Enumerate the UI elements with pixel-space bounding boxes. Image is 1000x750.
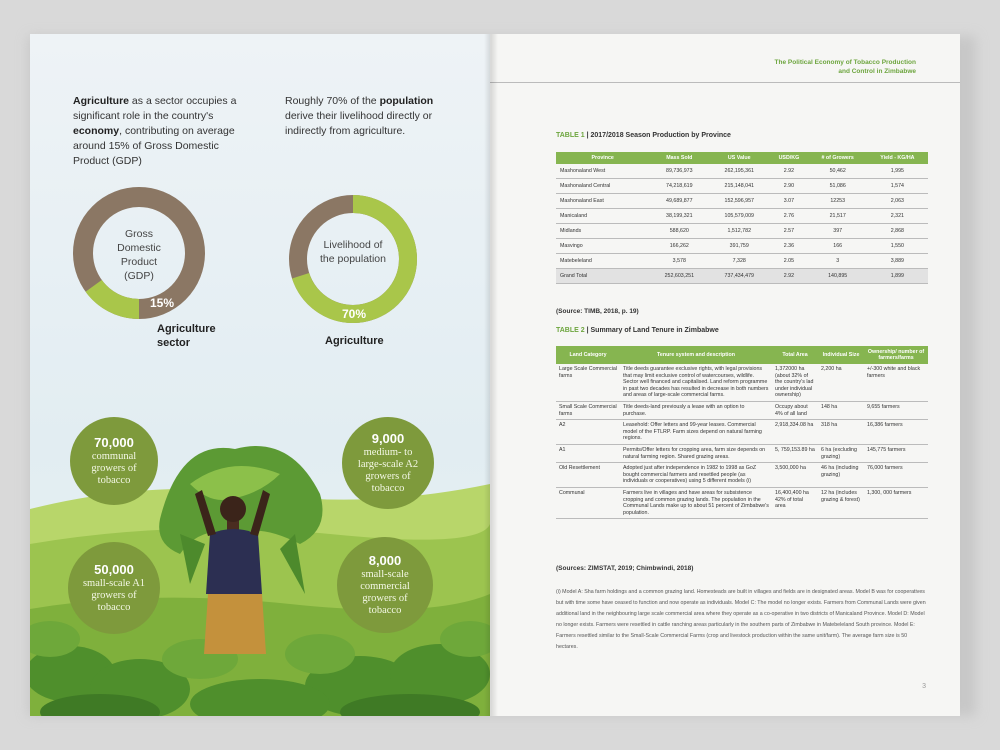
table-cell: 2.90: [769, 179, 808, 194]
table-cell: 140,895: [809, 269, 867, 284]
running-header: The Political Economy of Tobacco Production and Control in Zimbabwe: [774, 59, 916, 75]
land-tenure-table: [556, 346, 928, 519]
table-cell: Permits/Offer letters for cropping area, farm size depends on natural farming region. Shared grazing areas.: [620, 444, 772, 462]
table-cell: 7,328: [709, 254, 769, 269]
table-cell: 1,550: [867, 239, 928, 254]
table-cell: A1: [556, 444, 620, 462]
table-cell: 51,086: [809, 179, 867, 194]
livelihood-agriculture-label: Agriculture: [325, 335, 384, 347]
table-cell: Mashonaland Central: [556, 179, 649, 194]
table-cell: 3,500,000 ha: [772, 463, 818, 488]
table-row: [556, 179, 928, 194]
table-cell: 166,262: [649, 239, 709, 254]
table-cell: 1,300, 000 farmers: [864, 487, 928, 518]
table-cell: Matebeleland: [556, 254, 649, 269]
table-row: [556, 194, 928, 209]
table1-header: Yield - KG/HA: [867, 152, 928, 164]
table-cell: 2.57: [769, 224, 808, 239]
table-row: [556, 209, 928, 224]
table-cell: 3.07: [769, 194, 808, 209]
right-page: [490, 34, 960, 716]
table-cell: A2: [556, 420, 620, 445]
table-cell: 3: [809, 254, 867, 269]
table-cell: Grand Total: [556, 269, 649, 284]
livelihood-donut-center-label: Livelihood of the population: [320, 239, 386, 265]
table-cell: 215,148,041: [709, 179, 769, 194]
gdp-donut-center-label: Gross Domestic Product (GDP): [117, 228, 161, 282]
table2-header: Tenure system and description: [620, 346, 772, 364]
table-cell: 105,579,009: [709, 209, 769, 224]
table-row: [556, 239, 928, 254]
table-cell: 2.36: [769, 239, 808, 254]
table-cell: Large Scale Commercial farms: [556, 364, 620, 401]
table-row: [556, 254, 928, 269]
table-cell: 2,868: [867, 224, 928, 239]
table-cell: 252,603,251: [649, 269, 709, 284]
table-cell: Leasehold: Offer letters and 99-year leases. Commercial model of the FTLRP. Farm sizes depend on natural farming regions.: [620, 420, 772, 445]
gdp-agriculture-label: Agriculture sector: [157, 323, 216, 349]
table-cell: 588,620: [649, 224, 709, 239]
table-cell: 145,775 farmers: [864, 444, 928, 462]
table1-header: Mass Sold: [649, 152, 709, 164]
table1-caption: TABLE 1 | 2017/2018 Season Production by Province: [556, 132, 731, 139]
table-cell: 16,386 farmers: [864, 420, 928, 445]
gdp-agriculture-percent: 15%: [150, 296, 175, 310]
table-cell: Masvingo: [556, 239, 649, 254]
table-cell: 21,517: [809, 209, 867, 224]
table-cell: 16,400,400 ha 42% of total area: [772, 487, 818, 518]
table-cell: 737,434,479: [709, 269, 769, 284]
stat-small-scale-commercial-growers: 8,000 small-scale commercial growers of tobacco: [337, 537, 433, 633]
table1-header: USD/KG: [769, 152, 808, 164]
table-cell: 12253: [809, 194, 867, 209]
table-row: [556, 401, 928, 419]
table1-header: Province: [556, 152, 649, 164]
table-cell: 2,200 ha: [818, 364, 864, 401]
livelihood-agriculture-percent: 70%: [342, 307, 367, 321]
table-cell: 1,899: [867, 269, 928, 284]
table-cell: 152,596,957: [709, 194, 769, 209]
table2-header: Total Area: [772, 346, 818, 364]
table-cell: 166: [809, 239, 867, 254]
intro-population-text: Roughly 70% of the population derive their livelihood directly or indirectly from agriculture.: [285, 95, 434, 137]
table-cell: Mashonaland West: [556, 164, 649, 179]
table-cell: 2,063: [867, 194, 928, 209]
table-row: [556, 420, 928, 445]
table-cell: Title deeds guarantee exclusive rights, with legal provisions that may limit exclusive control of watercourses, wildlife. Sector well financed and capitalised. Land reform programme in past two decades has resulted in decrease in both numbers and areas of large-scale commercial farms.: [620, 364, 772, 401]
table-cell: 12 ha (includes grazing & forest): [818, 487, 864, 518]
table2-header: Ownership/ number of farmers/farms: [864, 346, 928, 364]
table-cell: 5, 759,153.89 ha: [772, 444, 818, 462]
stat-a2-growers: 9,000 medium- to large-scale A2 growers of tobacco: [342, 417, 434, 509]
table-cell: Manicaland: [556, 209, 649, 224]
table-cell: 50,462: [809, 164, 867, 179]
table-cell: 46 ha (including grazing): [818, 463, 864, 488]
table-cell: 9,655 farmers: [864, 401, 928, 419]
table2-header: Individual Size: [818, 346, 864, 364]
table-cell: 318 ha: [818, 420, 864, 445]
table-cell: 397: [809, 224, 867, 239]
table-cell: Old Resettlement: [556, 463, 620, 488]
table-cell: Mashonaland East: [556, 194, 649, 209]
table2-caption: TABLE 2 | Summary of Land Tenure in Zimbabwe: [556, 327, 719, 334]
table-row: [556, 487, 928, 518]
table-cell: 2.05: [769, 254, 808, 269]
table-total-row: [556, 269, 928, 284]
table-cell: 38,199,321: [649, 209, 709, 224]
table1-header: # of Growers: [809, 152, 867, 164]
table-cell: Occupy about 4% of all land: [772, 401, 818, 419]
table-cell: Small Scale Commercial farms: [556, 401, 620, 419]
table-row: [556, 164, 928, 179]
table-cell: 2,321: [867, 209, 928, 224]
table-cell: 6 ha (excluding grazing): [818, 444, 864, 462]
table-cell: Communal: [556, 487, 620, 518]
book-spine: [484, 34, 498, 716]
table-cell: 89,736,973: [649, 164, 709, 179]
table-cell: +/-300 white and black farmers: [864, 364, 928, 401]
table2-header: Land Category: [556, 346, 620, 364]
table-row: [556, 463, 928, 488]
table-row: [556, 444, 928, 462]
table-cell: 2,918,334.08 ha: [772, 420, 818, 445]
table-cell: 1,372000 ha (about 32% of the country's lad under individual ownership): [772, 364, 818, 401]
table-cell: 3,889: [867, 254, 928, 269]
table-cell: Midlands: [556, 224, 649, 239]
stat-communal-growers: 70,000 communal growers of tobacco: [70, 417, 158, 505]
table-cell: 2.92: [769, 269, 808, 284]
table-cell: 74,218,619: [649, 179, 709, 194]
table-cell: 1,574: [867, 179, 928, 194]
table-cell: 1,995: [867, 164, 928, 179]
intro-agriculture-text: Agriculture as a sector occupies a significant role in the country's economy, contributing on average around 15% of Gross Domestic Product (GDP): [73, 95, 237, 167]
table-cell: 262,195,361: [709, 164, 769, 179]
stat-a1-growers: 50,000 small-scale A1 growers of tobacco: [68, 542, 160, 634]
footnote-models: (i) Model A: Sha farm holdings and a common grazing land. Homesteads are built in villages and fields are in designated areas. Model B was for cooperatives but with time some have ceased to function and now operate as individuals. Model C: The model no longer exists. Farmers from Communal Lands were given additional land in the neighbouring large scale commercial area where they operate as a co-operative in two districts of Manicaland Province. Model D: Model no longer exists. Farmers were resettled in cattle ranching areas particularly in the southern parts of Zimbabwe in Matebeleland South province. Model E: Farmers resettled similar to the Small-Scale Commercial Farms (crop and livestock production within the same unit/farm). The average farm size is 50 hectares.: [556, 589, 926, 650]
table-cell: 2.76: [769, 209, 808, 224]
page-number: 3: [922, 683, 926, 690]
table-cell: 391,759: [709, 239, 769, 254]
table-cell: Title deeds-land previously a lease with an option to purchase.: [620, 401, 772, 419]
table-cell: Adopted just after independence in 1982 to 1998 as GoZ bought commercial farmers and resettled people (as individuals or cooperatives) using 5 different models (i): [620, 463, 772, 488]
table-cell: 76,000 farmers: [864, 463, 928, 488]
table-cell: 148 ha: [818, 401, 864, 419]
table1-header: US Value: [709, 152, 769, 164]
table-cell: 1,512,782: [709, 224, 769, 239]
table-row: [556, 364, 928, 401]
table2-source: (Sources: ZIMSTAT, 2019; Chimbwindi, 2018): [556, 565, 694, 572]
table-cell: 49,689,877: [649, 194, 709, 209]
left-page: [30, 34, 490, 716]
table-row: [556, 224, 928, 239]
table1-source: (Source: TIMB, 2018, p. 19): [556, 308, 639, 315]
table-cell: Farmers live in villages and have areas for subsistence cropping and common grazing lands. The population in the Communal Lands make up to about 51 percent of Zimbabwe's population.: [620, 487, 772, 518]
table-cell: 2.92: [769, 164, 808, 179]
header-divider: [490, 82, 960, 83]
production-table: [556, 152, 928, 284]
table-cell: 3,578: [649, 254, 709, 269]
